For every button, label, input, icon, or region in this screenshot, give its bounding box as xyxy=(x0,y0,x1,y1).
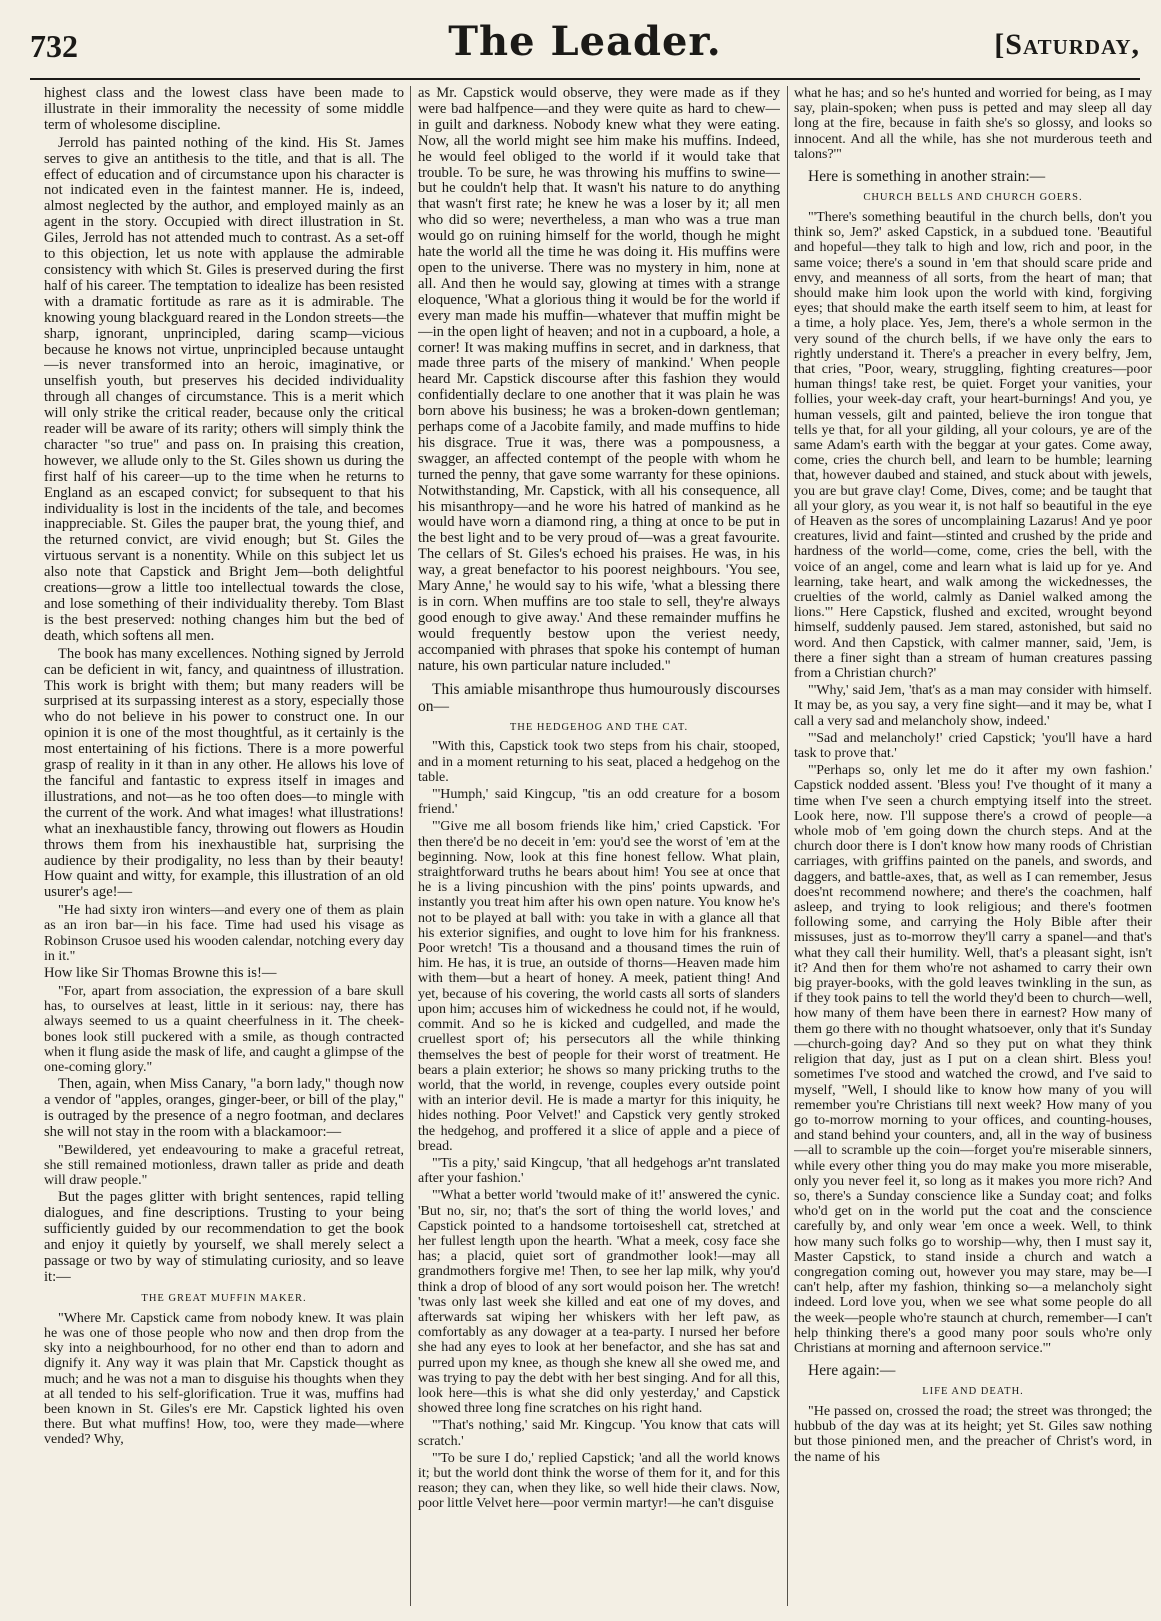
header-rule xyxy=(30,78,1140,80)
block-quote: "Where Mr. Capstick came from nobody knew. It was plain he was one of those people who now and then drop from the sky into a neighbourhood, for no other end than to adorn and dignify it. Any way it was plain that Mr. Capstick thought as much; and he was not a man to disguise his thoughts when they at all tended to his self-glorification. True it was, muffins had been known in St. Giles's ere Mr. Capstick lighted his oven there. But what muffins! How, too, were they made—where vended? Why, xyxy=(44,1310,404,1448)
section-heading: CHURCH BELLS AND CHURCH GOERS. xyxy=(863,192,1083,204)
column-1 xyxy=(44,86,404,1606)
block-quote: "For, apart from association, the expression of a bare skull has, to ourselves at least, little in it serious: nay, there has always seemed to us a quaint cheerfulness in it. The cheek-bones look still puckered with a smile, as though contracted when it flung aside the mask of life, and caught a glimpse of the one-coming glory." xyxy=(44,983,404,1075)
paragraph: This amiable misanthrope thus humourously discourses on— xyxy=(418,680,780,715)
block-quote: "'There's something beautiful in the church bells, don't you think so, Jem?' asked Capstick, in a subdued tone. 'Beautiful and hopeful—they talk to high and low, rich and poor, in the same voice; there's a sound in 'em that should scare pride and envy, and meanness of all sorts, from the heart of man; that should make him look upon the world with kind, forgiving eyes; that should make the earth itself seem to him, at least for a time, a holy place. Yes, Jem, there's a whole sermon in the very sound of the church bells, if we have only the ears to rightly understand it. There's a preacher in every belfry, Jem, that cries, "Poor, weary, struggling, fighting creatures—poor human things! take rest, be quiet. Forget your vanities, your follies, your week-day craft, your heart-burnings! And you, ye human vessels, gilt and painted, believe the iron tongue that tells ye that, for all your gilding, all your colours, ye are of the same Adam's earth with the beggar at your gates. Come away, come, cries the church bell, and learn to be humble; learning that, however daubed and stained, and stuck about with jewels, you are but grave clay! Come, Dives, come; and be taught that all your glory, as you wear it, is not half so beautiful in the eye of Heaven as the sores of uncomplaining Lazarus! And ye poor creatures, livid and faint—stinted and crushed by the pride and hardness of the world—come, come, cries the bell, with the voice of an angel, come and learn what is laid up for ye. And learning, take heart, and walk among the wickednesses, the cruelties of the world, calmly as Daniel walked among the lions."' Here Capstick, flushed and excited, wrought beyond himself, suddenly paused. Jem stared, astonished, but said no word. And then Capstick, with calmer manner, said, 'Jem, is there a finer sight than a stream of human creatures passing from a Christian church?' xyxy=(794,209,1152,682)
block-quote: "He had sixty iron winters—and every one of them as plain as an iron bar—in his face. Time had used his visage as Robinson Crusoe used his wooden calendar, notching every day in it." xyxy=(44,903,404,964)
block-quote: "'That's nothing,' said Mr. Kingcup. 'You know that cats will scratch.' xyxy=(418,1418,780,1449)
paragraph: Here again:— xyxy=(808,1362,896,1380)
column-divider xyxy=(410,86,411,1606)
block-quote: "Bewildered, yet endeavouring to make a graceful retreat, she still remained motionless, drawn taller as pride and death will draw people." xyxy=(44,1142,404,1189)
block-quote: what he has; and so he's hunted and worried for being, as I may say, plain-spoken; when puss is petted and may sleep all day long at the fire, because in faith she's so glossy, and looks so innocent. And all the while, has she not murderous teeth and talons?'" xyxy=(794,86,1152,162)
block-quote: "'Sad and melancholy!' cried Capstick; 'you'll have a hard task to prove that.' xyxy=(794,730,1152,762)
section-heading: THE GREAT MUFFIN MAKER. xyxy=(141,1292,307,1304)
paragraph: as Mr. Capstick would observe, they were made as if they were bad halfpence—and they were quite as hard to chew—in guilt and darkness. Nobody knew what they were eating. Now, all the world might see him make his muffins. Indeed, he would feel obliged to the world if it would take that trouble. To be sure, he was throwing his muffins to swine—but he couldn't help that. It wasn't his nature to do anything that wasn't first rate; he knew he was a loser by it; all men who did so were; nevertheless, a man who was a true man would go on ruining himself for the world, though he might hate the world all the time he was doing it. His muffins were open to the universe. There was no mystery in him, none at all. And then he would say, glowing at times with a strange eloquence, 'What a glorious thing it would be for the world if every man made his muffin—whatever that muffin might be—in the open light of heaven; and not in a cupboard, a hole, a corner! It was making muffins in secret, and in darkness, that made three parts of the misery of mankind.' When people heard Mr. Capstick discourse after this fashion they would confidentially declare to one another that it was plain he was born above his business; he was a broken-down gentleman; perhaps come of a Jacobite family, and made muffins to hide his disgrace. True it was, there was a pompousness, a swagger, an affected contempt of the people with whom he turned the penny, that gave some warranty for these opinions. Notwithstanding, Mr. Capstick, with all his consequence, all his misanthropy—and he wore his hatred of mankind as he would have worn a diamond ring, a thing at once to be put in the best light and to be very proud of—was a great favourite. The cellars of St. Giles's echoed his praises. He was, in his way, a great benefactor to his poorest neighbours. 'You see, Mary Anne,' he would say to his wife, 'what a blessing there is in corn. When muffins are too stale to sell, they're always good enough to give away.' And these remainder muffins he would frequently bestow upon the veriest needy, accompanied with phrases that spoke his contempt of human nature, his own particular nature included." xyxy=(418,86,780,674)
page-number: 732 xyxy=(30,28,78,64)
block-quote: "'Why,' said Jem, 'that's as a man may consider with himself. It may be, as you say, a very fine sight—and it may be, what I call a very sad and melancholy show, indeed.' xyxy=(794,683,1152,729)
paragraph: How like Sir Thomas Browne this is!— xyxy=(44,965,277,982)
paragraph: The book has many excellences. Nothing signed by Jerrold can be deficient in wit, fancy, and quaintness of illustration. This work is bright with them; but many readers will be surprised at its surpassing interest as a story, especially those who do not believe in his power to construct one. In our opinion it is one of the most thoughtful, as it certainly is the most entertaining of his fictions. There is a more powerful grasp of reality in it than in any other. He allows his love of the fanciful and fantastic to express itself in images and illustrations, and not—as he too often does—to mingle with the current of the work. And what images! what illustrations! what an inexhaustible fancy, throwing out flowers as Houdin throws them from his inexhaustible hat, surprising the audience by their prodigality, no less than by their beauty! How quaint and witty, for example, this illustration of an old usurer's age!— xyxy=(44,645,404,901)
block-quote: "'Humph,' said Kingcup, ''tis an odd creature for a bosom friend.' xyxy=(418,787,780,818)
block-quote: "'To be sure I do,' replied Capstick; 'and all the world knows it; but the world dont think the worse of them for it, and for this reason; they can, when they like, so well hide their claws. Now, poor little Velvet here—poor vermin martyr!—he can't disguise xyxy=(418,1450,780,1512)
paragraph: But the pages glitter with bright sentences, rapid telling dialogues, and fine descriptions. Trusting to your being sufficiently guided by our recommendation to get the book and enjoy it quietly by yourself, we shall merely select a passage or two by way of stimulating curiosity, and so leave it:— xyxy=(44,1189,404,1285)
column-divider xyxy=(787,86,788,1606)
block-quote: "'What a better world 'twould make of it!' answered the cynic. 'But no, sir, no; that's the sort of thing the world loves,' and Capstick pointed to a handsome tortoiseshell cat, stretched at her fullest length upon the hearth. 'What a meek, cosy face she has; a placid, quiet sort of grandmother look!—may all grandmothers forgive me! Then, to see her lap milk, why you'd think a drop of blood of any sort would poison her. The wretch! 'twas only last week she killed and eat one of my doves, and afterwards sat wiping her whiskers with her left paw, as comfortably as any dowager at a tea-party. I nursed her before she had any eyes to look at her benefactor, and she has sat and purred upon my knee, as though she knew all she owed me, and was trying to pay the debt with her best singing. And for all this, look here—this is what she did only yesterday,' and Capstick showed three long fine scratches on his right hand. xyxy=(418,1188,780,1417)
block-quote: "'Give me all bosom friends like him,' cried Capstick. 'For then there'd be no deceit in 'em: you'd see the worst of 'em at the beginning. Now, look at this fine honest fellow. What plain, straightforward truths he bears about him! You see at once that he is a living pincushion with the pins' points upwards, and instantly you treat him after his own open nature. You know he's not to be played at ball with: you take in with a glance all that his exterior signifies, and ought to love him for his frankness. Poor wretch! 'Tis a thousand and a thousand times the ruin of him. He has, it is true, an outside of thorns—Heaven made him with them—but a heart of honey. A meek, patient thing! And yet, because of his covering, the world casts all sorts of slanders upon him; accuses him of wickedness he could not, if he would, commit. And so he is kicked and cudgelled, and made the cruellest sport of; his persecutors all the while thinking themselves the best of people for their worst of treatment. He bears a plain exterior; he shows so many pricking truths to the world, that the world, in revenge, couples every outside point with an interior devil. He is made a martyr for this iniquity, he hides nothing. Poor Velvet!' and Capstick very gently stroked the hedgehog, and proffered it a slice of apple and a piece of bread. xyxy=(418,819,780,1154)
paragraph: Here is something in another strain:— xyxy=(808,168,1046,186)
paragraph: Then, again, when Miss Canary, "a born lady," though now a vendor of "apples, oranges, ginger-beer, or bill of the play," is outraged by the presence of a negro footman, and declares she will not stay in the room with a blackamoor:— xyxy=(44,1076,404,1140)
column-2 xyxy=(418,86,780,1606)
section-heading: THE HEDGEHOG AND THE CAT. xyxy=(509,721,689,733)
column-3 xyxy=(794,86,1152,1606)
block-quote: "He passed on, crossed the road; the street was thronged; the hubbub of the day was at its height; yet St. Giles saw nothing but those pinioned men, and the preacher of Christ's word, in the name of his xyxy=(794,1404,1152,1465)
block-quote: "'Tis a pity,' said Kingcup, 'that all hedgehogs ar'nt translated after your fashion.' xyxy=(418,1155,780,1187)
section-heading: LIFE AND DEATH. xyxy=(922,1386,1024,1398)
paragraph: Jerrold has painted nothing of the kind. His St. James serves to give an antithesis to the title, and that is all. The effect of education and of circumstance upon his character is not indicated even in the faintest manner. He is, indeed, almost neglected by the author, and employed mainly as an agent in the story. Occupied with direct illustration in St. Giles, Jerrold has not attended much to contrast. As a set-off to this objection, let us note with applause the admirable consistency with which St. Giles is preserved during the first half of his career. The temptation to idealize has been resisted with a dramatic fortitude as rare as it is admirable. The knowing young blackguard reared in the London streets—the sharp, ignorant, unprincipled, daring scamp—vicious because he knows not virtue, unprincipled because untaught—is never transformed into an heroic, imaginative, or unselfish youth, but preserves his decided individuality through all changes of circumstance. This is a merit which will only strike the critical reader, because only the critical reader will be aware of its rarity; others will simply think the character "so true" and pass on. In praising this creation, however, we allude only to the St. Giles shown us during the first half of his career—up to the time when he returns to England as an escaped convict; for subsequent to that his individuality is lost in the incidents of the tale, and becomes inappreciable. St. Giles the pauper brat, the young thief, and the returned convict, are vivid enough; but St. Giles the virtuous servant is a nonentity. While on this subject let us also note that Capstick and Bright Jem—both delightful creations—grow a little too intellectual towards the close, and lose something of their individuality thereby. Tom Blast is the best preserved: nothing changes him but the bed of death, which softens all men. xyxy=(44,134,404,644)
masthead: The Leader. xyxy=(448,18,722,65)
page-header xyxy=(30,0,1140,68)
paragraph: highest class and the lowest class have been made to illustrate in their immorality the necessity of some middle term of wholesome discipline. xyxy=(44,86,404,133)
issue-day: [Saturday, xyxy=(994,28,1140,61)
block-quote: "With this, Capstick took two steps from his chair, stooped, and in a moment returning to his seat, placed a hedgehog on the table. xyxy=(418,739,780,785)
block-quote: "'Perhaps so, only let me do it after my own fashion.' Capstick nodded assent. 'Bless you! I've thought of it many a time when I've seen a church emptying itself into the street. Look here, now. I'll suppose there's a crowd of people—a whole mob of 'em going down the church steps. And at the church door there is I don't know how many roods of Christian carriages, with griffins painted on the panels, and swords, and daggers, and battle-axes, that, as well as I can remember, Jesus does'nt recommend nowhere; and there's the coachmen, half asleep, and trying to look religious; and there's footmen following some, and carrying the Holy Bible after their missuses, just as to-morrow they'll carry a spanel—and that's what they call their humility. Well, that's a pleasant sight, isn't it? And then for them who're not ashamed to carry their own big prayer-books, with the gold leaves twinkling in the sun, as if they took pains to tell the world they'd been to church—well, how many of them have been there in earnest? How many of them go there with no thought whatsoever, only that it's Sunday—church-going day? And so they put on what they think religion that day, just as I put on a clean shirt. Bless you! sometimes I've stood and watched the crowd, and I've said to myself, "Well, I should like to know how many of you will remember you're Christians till next week? How many of you go to-morrow morning to your offices, and counting-houses, and stand behind your counters, and, all in the way of business—all to scramble up the coin—forget you're miserable sinners, while every other thing you do may make you more miserable, only you never feel it, so long as it makes you more rich? And so, there's a Sunday conscience like a Sunday coat; and folks who'd get on in the world put the coat and the conscience carefully by, and only wear 'em once a week. Well, to think how many such folks go to worship—why, then I must say it, Master Capstick, to stand inside a church and watch a congregation coming out, however you may stare, may be—I can't help, after my fashion, thinking so—a melancholy sight indeed. Lord love you, when we see what some people do all the week—people who're staunch at church, remember—I can't help thinking there's a good many poor souls who're only Christians at morning and afternoon service.'" xyxy=(794,763,1152,1356)
